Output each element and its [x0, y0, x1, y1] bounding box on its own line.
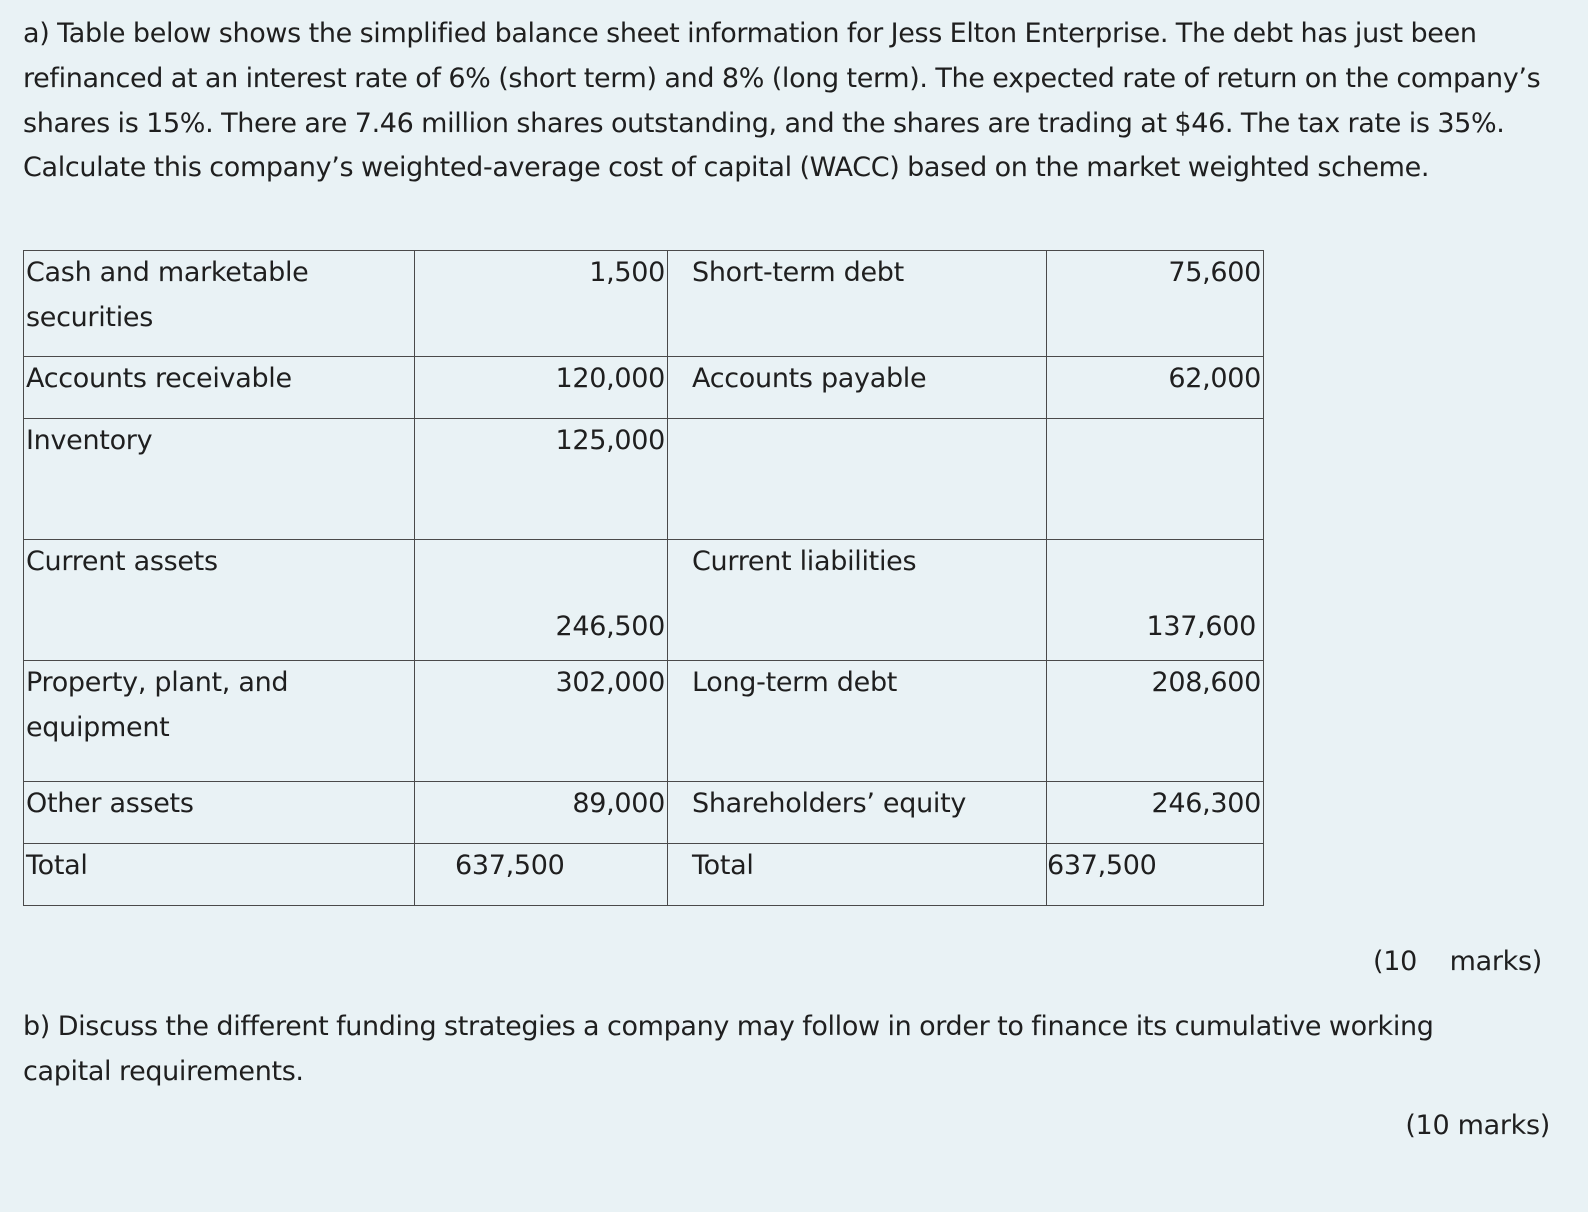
- table-row: [24, 540, 1264, 661]
- asset-label: Inventory: [24, 419, 415, 540]
- asset-total-value: 637,500: [415, 844, 668, 906]
- liability-total-value: 637,500: [1047, 844, 1264, 906]
- question-a-marks: (10 marks): [1373, 946, 1542, 977]
- liability-label: [668, 419, 1047, 540]
- asset-label: Other assets: [24, 782, 415, 844]
- liability-label: Short-term debt: [668, 251, 1047, 357]
- liability-label: Accounts payable: [668, 357, 1047, 419]
- liability-value: [1047, 419, 1264, 540]
- asset-label: Property, plant, and equipment: [24, 661, 415, 782]
- question-b-marks: (10 marks): [1405, 1110, 1550, 1141]
- liability-total-label: Total: [668, 844, 1047, 906]
- table-row: [24, 661, 1264, 782]
- asset-label: Cash and marketable securities: [24, 251, 415, 357]
- liability-label: Long-term debt: [668, 661, 1047, 782]
- liability-value: 75,600: [1047, 251, 1264, 357]
- liability-value: 246,300: [1047, 782, 1264, 844]
- liability-value: 137,600: [1146, 611, 1256, 643]
- liability-value: 62,000: [1047, 357, 1264, 419]
- table-row: [24, 251, 1264, 357]
- asset-value: 89,000: [415, 782, 668, 844]
- liability-value-cell: [1047, 540, 1264, 661]
- asset-value: 1,500: [415, 251, 668, 357]
- asset-value: 120,000: [415, 357, 668, 419]
- liability-label: Current liabilities: [668, 540, 1047, 661]
- question-b-text: b) Discuss the different funding strategies a company may follow in order to finance its cumulative working capital requirements.: [23, 1011, 1434, 1087]
- table-row: [24, 357, 1264, 419]
- asset-label: Accounts receivable: [24, 357, 415, 419]
- asset-value: 302,000: [415, 661, 668, 782]
- table-row: [24, 782, 1264, 844]
- asset-value-cell: [415, 540, 668, 661]
- asset-total-label: Total: [24, 844, 415, 906]
- balance-sheet-table: [23, 250, 1264, 906]
- asset-value: 125,000: [415, 419, 668, 540]
- liability-value: 208,600: [1047, 661, 1264, 782]
- asset-value: 246,500: [555, 611, 665, 643]
- table-row: [24, 419, 1264, 540]
- asset-label: Current assets: [24, 540, 415, 661]
- question-a-text: a) Table below shows the simplified balance sheet information for Jess Elton Enterprise. The debt has just been refinanced at an interest rate of 6% (short term) and 8% (long term). The expected rate of return on the company’s shares is 15%. There are 7.46 million shares outstanding, and the shares are trading at $46. The tax rate is 35%. Calculate this company’s weighted-average cost of capital (WACC) based on the market weighted scheme.: [23, 18, 1541, 184]
- liability-label: Shareholders’ equity: [668, 782, 1047, 844]
- table-row-total: [24, 844, 1264, 906]
